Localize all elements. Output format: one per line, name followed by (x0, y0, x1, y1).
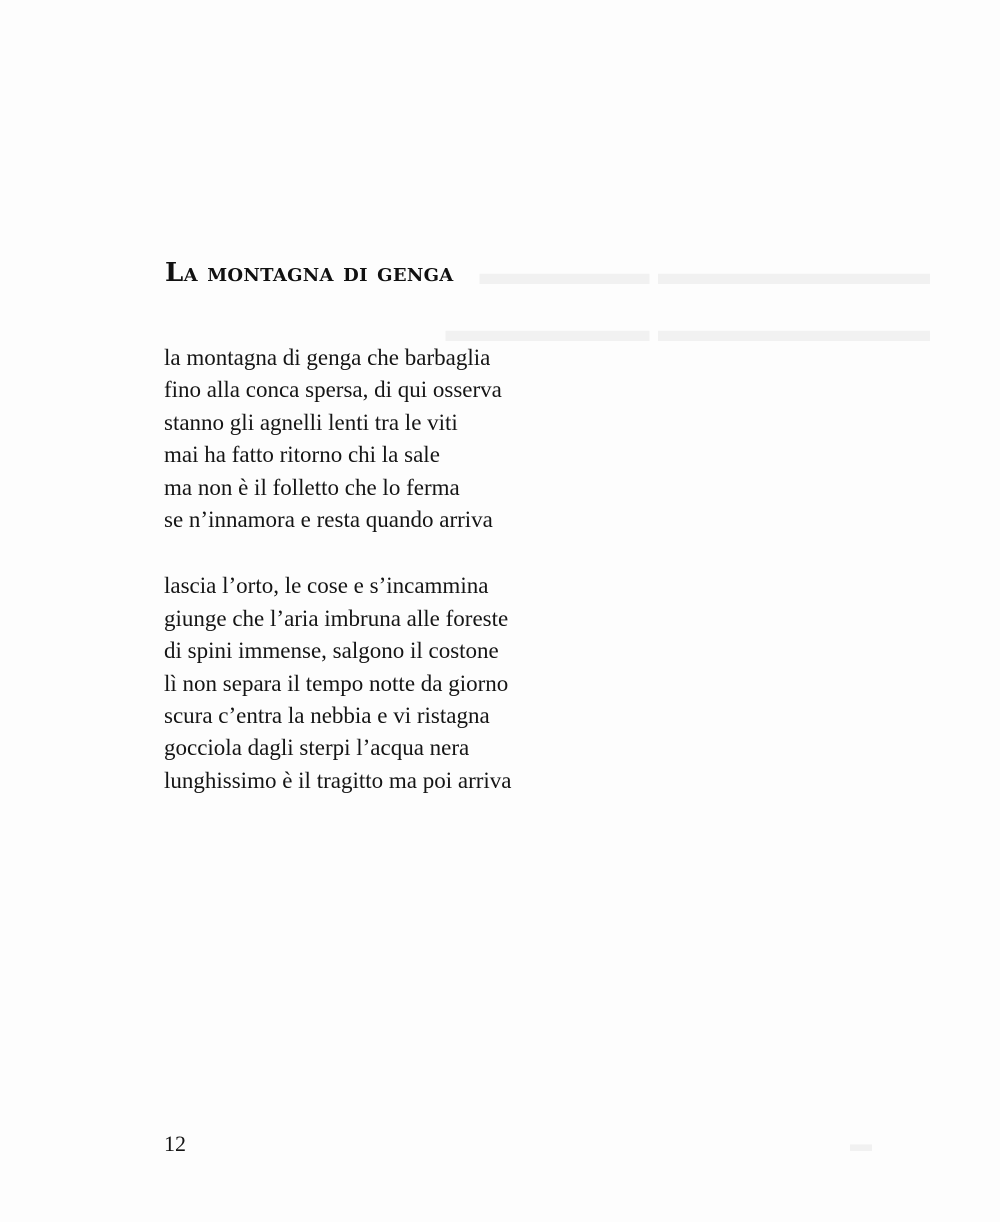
poem-line: mai ha fatto ritorno chi la sale (164, 442, 440, 468)
poem-line: ma non è il folletto che lo ferma (164, 474, 460, 500)
poem-line: fino alla conca spersa, di qui osserva (164, 377, 502, 403)
poem-line: lascia l’orto, le cose e s’incammina (164, 573, 489, 599)
poem-line: la montagna di genga che barbaglia (164, 345, 491, 370)
poem-line: lunghissimo è il tragitto ma poi arriva (164, 767, 512, 793)
poem-title: La montagna di genga (165, 258, 454, 288)
poem-body (164, 342, 604, 797)
show-through-page-number (850, 1131, 872, 1157)
poem-line: gocciola dagli sterpi l’acqua nera (164, 735, 470, 761)
stanza-1 (164, 342, 604, 536)
poem-line: scura c’entra la nebbia e vi ristagna (164, 703, 490, 729)
page-number: 12 (164, 1131, 186, 1156)
poem-line: se n’innamora e resta quando arriva (164, 507, 493, 533)
poem-line: stanno gli agnelli lenti tra le viti (164, 409, 458, 435)
poem-line: di spini immense, salgono il costone (164, 638, 499, 664)
poem-line: giunge che l’aria imbruna alle foreste (164, 605, 509, 631)
show-through-heading (480, 255, 931, 293)
poem-line: lì non separa il tempo notte da giorno (164, 670, 509, 696)
stanza-2 (164, 570, 604, 797)
